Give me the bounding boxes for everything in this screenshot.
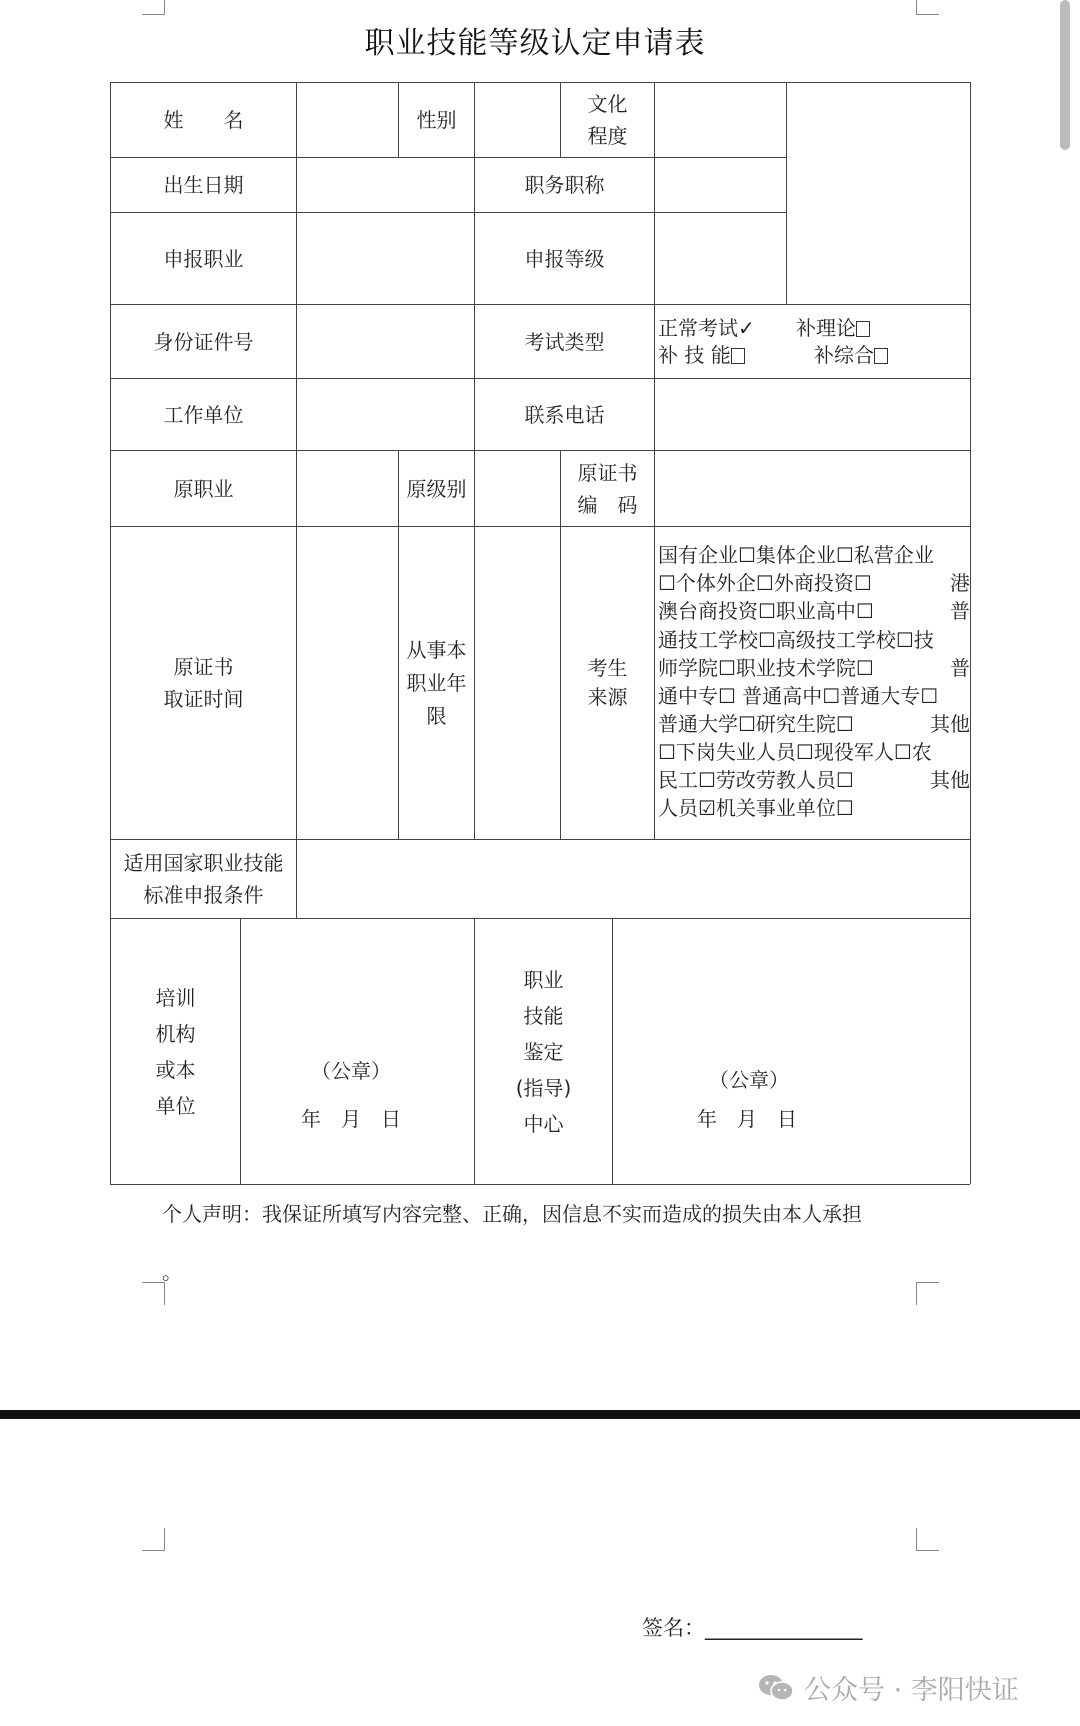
- label-training-unit: 培训 机构 或本 单位: [155, 985, 196, 1118]
- label-orig-cert-code: 原证书 编 码: [577, 460, 638, 517]
- label-years-in-occupation: 从事本 职业年 限: [406, 637, 467, 728]
- declaration-end: 。: [162, 1260, 182, 1284]
- input-applicable-conditions[interactable]: [297, 840, 970, 918]
- appraisal-center-seal-area[interactable]: [613, 919, 970, 1184]
- seal-label: （公章）: [709, 1068, 789, 1092]
- label-applicable-conditions: 适用国家职业技能 标准申报条件: [123, 851, 284, 907]
- label-phone: 联系电话: [524, 402, 605, 427]
- signature-underline: _______________: [705, 1616, 863, 1640]
- signature-label: 签名：: [642, 1616, 705, 1640]
- crop-mark: [142, 1282, 165, 1305]
- input-title-position[interactable]: [655, 158, 786, 212]
- page-break-divider: [0, 1410, 1080, 1419]
- signature-line[interactable]: [642, 1612, 863, 1642]
- label-appraisal-center: 职业 技能 鉴定 (指导) 中心: [515, 967, 572, 1136]
- exam-type-comprehensive-checkbox[interactable]: 补综合: [814, 341, 888, 369]
- exam-type-skill-checkbox[interactable]: 补 技 能: [658, 341, 745, 369]
- page-title: 职业技能等级认定申请表: [364, 26, 706, 61]
- input-birth-date[interactable]: [297, 158, 474, 212]
- input-years-in-occupation[interactable]: [475, 527, 560, 839]
- input-id-number[interactable]: [297, 305, 474, 378]
- input-orig-occupation[interactable]: [297, 451, 398, 526]
- crop-mark: [916, 1282, 939, 1305]
- label-exam-type: 考试类型: [524, 329, 605, 354]
- label-work-unit: 工作单位: [163, 402, 244, 427]
- input-applied-level[interactable]: [655, 213, 786, 304]
- exam-type-normal-checkbox[interactable]: 正常考试✓: [658, 316, 755, 340]
- input-orig-level[interactable]: [475, 451, 560, 526]
- label-orig-level: 原级别: [406, 476, 467, 501]
- label-applied-level: 申报等级: [524, 246, 605, 271]
- exam-type-theory-checkbox[interactable]: 补理论: [796, 314, 870, 342]
- application-form-table: 姓 名 性别 文化 程度 出生日期 职务职称 申报职业 申报等级 身份证件号 考试类型 正常考试✓ 补理论 补 技 能 补综合 工作单位 联系电话 原职业 原级别 原证书 编 码 原证书 取证时间 从事本 职业年 限 考生 来源 国有企业☐集体企业☐私营企业 ☐个体外企☐外商投资☐ 港 澳台商投资☐职业高中☐ 普 通技工学校☐高级技工学校☐技 师学院☐职业技术学院☐ 普 通中专☐ 普通高中☐普通大专☐ 普通大学☐研究生院☐ 其他 ☐下岗失业人员☐现役军人☐农 民工☐劳改劳教人员☐ 其他 人员☑机关事业单位☐ 适用国家职业技能 标准申报条件 培训 机构 或本 单位 （公章） 年 月 日 职业 技能 鉴定 (指导) 中心 （公章） 年 月 日: [0, 0, 1080, 1200]
- label-name: 姓 名: [163, 108, 244, 132]
- label-gender: 性别: [416, 108, 457, 132]
- label-education: 文化 程度: [587, 92, 628, 148]
- photo-area[interactable]: [787, 83, 970, 304]
- watermark-text: 公众号 · 李阳快证: [804, 1675, 1019, 1706]
- label-orig-cert-time: 原证书 取证时间: [163, 655, 244, 711]
- input-work-unit[interactable]: [297, 379, 474, 450]
- training-unit-seal-area[interactable]: [241, 919, 474, 1184]
- personal-declaration: 个人声明：我保证所填写内容完整、正确，因信息不实而造成的损失由本人承担: [162, 1202, 862, 1226]
- seal-label: （公章）: [311, 1059, 391, 1083]
- label-title-position: 职务职称: [524, 173, 605, 197]
- input-name[interactable]: [297, 83, 398, 157]
- input-applied-occupation[interactable]: [297, 213, 474, 304]
- input-orig-cert-code[interactable]: [655, 451, 970, 526]
- label-orig-occupation: 原职业: [173, 476, 234, 501]
- label-applied-occupation: 申报职业: [163, 246, 244, 271]
- label-candidate-source: 考生 来源: [587, 656, 628, 709]
- watermark: [758, 1668, 1019, 1707]
- input-orig-cert-time[interactable]: [297, 527, 398, 839]
- input-phone[interactable]: [655, 379, 970, 450]
- crop-mark: [916, 1528, 939, 1551]
- input-gender[interactable]: [475, 83, 560, 157]
- crop-mark: [142, 1528, 165, 1551]
- label-id-number: 身份证件号: [153, 329, 254, 354]
- wechat-icon: [758, 1673, 794, 1703]
- seal-date: 年 月 日: [301, 1107, 401, 1131]
- input-education[interactable]: [655, 83, 786, 157]
- seal-date: 年 月 日: [697, 1107, 797, 1131]
- label-birth-date: 出生日期: [163, 173, 244, 197]
